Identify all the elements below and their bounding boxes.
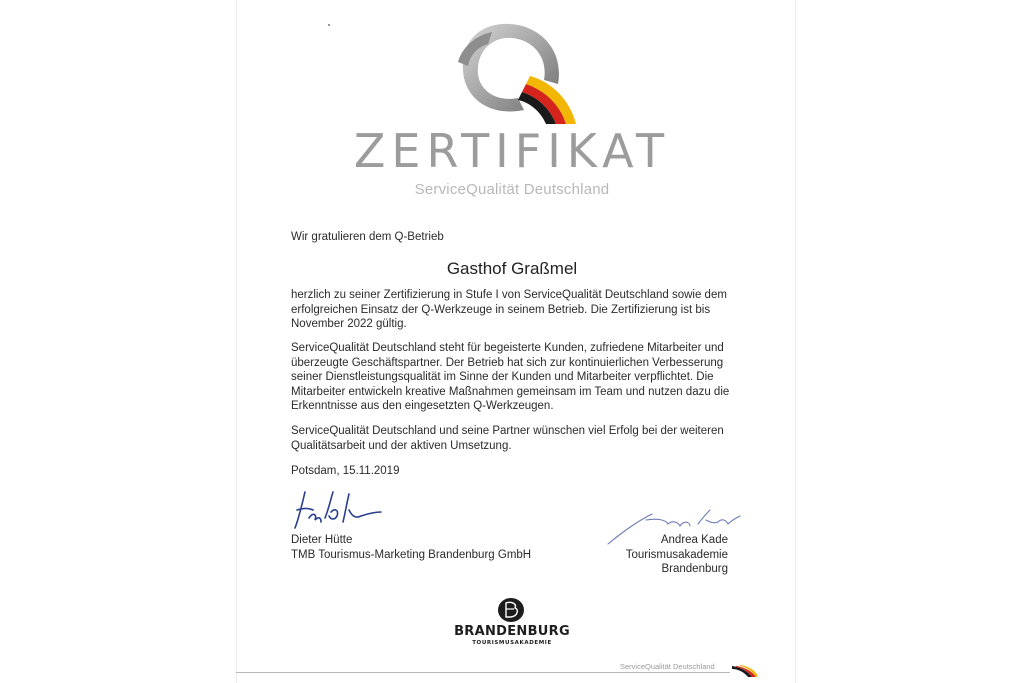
paragraph-wishes: ServiceQualität Deutschland und seine Partner wünschen viel Erfolg bei der weiteren Qualitätsarbeit und der aktiven Umsetzung. (291, 425, 724, 452)
signatory-left (291, 533, 531, 562)
page-edge-left (236, 0, 237, 683)
certificate-subtitle: ServiceQualität Deutschland (414, 181, 610, 198)
brand-subline: TOURISMUSAKADEMIE (472, 640, 552, 646)
signatory-right-org: Tourismusakademie Brandenburg (625, 548, 728, 576)
certificate-title: ZERTIFIKAT (353, 124, 671, 178)
signatory-right-name: Andrea Kade (660, 534, 728, 546)
signature-left (291, 488, 383, 532)
page-edge-right (795, 0, 796, 683)
signatory-left-name: Dieter Hütte (291, 534, 353, 546)
paragraph-description: ServiceQualität Deutschland steht für begeisterte Kunden, zufriedene Mitarbeiter und überzeugte Geschäftspartner. Der Betrieb hat sich zur kontinuierlichen Verbesserung seiner Dienstleistungsqualität im Sinne der Kunden und Mitarbeiter verpflichtet. Die Mitarbeiter entwickeln kreative Maßnahmen gemeinsam im Team und nutzen dazu die Erkenntnisse aus den eingesetzten Q-Werkzeugen. (291, 342, 730, 413)
congratulation-line: Wir gratulieren dem Q-Betrieb (291, 231, 444, 243)
brand-name: BRANDENBURG (454, 624, 570, 639)
footer-rule (236, 672, 730, 673)
q-ribbon-logo-icon (440, 18, 590, 130)
speck (328, 24, 330, 26)
place-date: Potsdam, 15.11.2019 (291, 465, 400, 477)
business-name: Gasthof Graßmel (446, 259, 578, 278)
signatory-right (560, 533, 728, 577)
german-flag-ribbon-icon (730, 664, 758, 678)
signatory-left-org: TMB Tourismus-Marketing Brandenburg GmbH (291, 548, 532, 561)
footer-text: ServiceQualität Deutschland (620, 662, 715, 671)
paragraph-certification: herzlich zu seiner Zertifizierung in Stufe I von ServiceQualität Deutschland sowie dem erfolgreichen Einsatz der Q-Werkzeuge in seinem Betrieb. Die Zertifizierung ist bis November 2022 gültig. (291, 289, 727, 331)
brandenburg-emblem-icon (496, 597, 526, 623)
